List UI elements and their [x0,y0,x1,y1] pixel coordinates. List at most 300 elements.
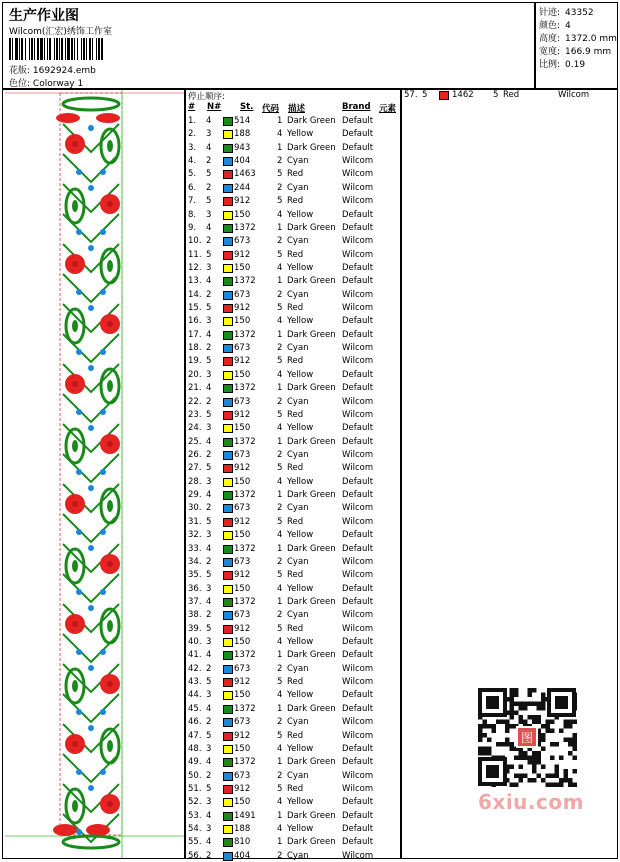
color-code: 4 [277,476,283,487]
needle-number: 3 [206,423,212,434]
color-code: 4 [277,743,283,754]
thread-brand: Wilcom [342,717,374,728]
color-swatch [223,812,233,821]
needle-number: 3 [206,637,212,648]
stitch-count: 150 [234,690,251,701]
color-description: Dark Green [287,383,336,394]
stitch-count: 912 [234,249,251,260]
color-code: 4 [277,369,283,380]
color-code: 1 [277,116,283,126]
color-description: Dark Green [287,276,336,287]
color-swatch [223,772,233,781]
color-description: Cyan [287,396,309,407]
color-swatch [223,571,233,580]
stitch-count: 150 [234,797,251,808]
needle-number: 3 [206,369,212,380]
color-code: 1 [277,222,283,233]
thread-brand: Wilcom [342,784,374,794]
row-number: 34. [188,556,202,567]
stitch-count: 1372 [234,436,256,447]
color-description: Red [287,677,304,688]
color-swatch [223,732,233,741]
color-code: 4 [277,262,283,273]
stitch-count: 1372 [234,490,256,501]
stitch-count: 912 [234,409,251,420]
row-number: 12. [188,262,202,273]
color-swatch [439,91,449,100]
color-description: Cyan [287,850,309,861]
thread-brand: Wilcom [342,249,374,260]
needle-number: 4 [206,837,212,848]
thread-brand: Default [342,824,374,835]
qr-code [472,682,582,792]
stitch-count: 1372 [234,543,256,554]
stat-row [539,18,571,31]
needle-number: 2 [206,717,212,728]
color-code: 2 [277,850,283,861]
color-description: Red [287,570,304,581]
row-number: 49. [188,757,202,768]
color-swatch [223,504,233,513]
needle-number: 3 [206,262,212,273]
thread-brand: Wilcom [342,396,374,407]
color-description: Dark Green [287,116,336,126]
color-swatch [223,251,233,260]
color-code: 2 [277,610,283,621]
row-number: 44. [188,690,202,701]
thread-brand: Default [342,703,374,714]
color-description: Yellow [287,262,314,273]
stitch-count: 912 [234,623,251,634]
column-header: Brand [342,102,371,112]
color-code: 1 [277,757,283,768]
color-code: 2 [277,556,283,567]
needle-number: 2 [206,850,212,861]
thread-brand: Wilcom [342,850,374,861]
thread-brand: Wilcom [342,409,374,420]
color-description: Dark Green [287,142,336,153]
color-swatch [223,438,233,447]
color-code: 5 [277,463,283,474]
color-swatch [223,651,233,660]
color-swatch [223,197,233,206]
needle-number: 5 [206,463,212,474]
thread-brand: Wilcom [342,289,374,300]
stat-label: 高度: [539,34,561,44]
color-description: Red [287,196,304,207]
color-description: Dark Green [287,837,336,848]
color-swatch [223,518,233,527]
thread-brand: Wilcom [342,677,374,688]
color-description: Cyan [287,156,309,167]
row-number: 40. [188,637,202,648]
thread-brand: Wilcom [342,610,374,621]
needle-number: 4 [206,810,212,821]
color-swatch [223,170,233,179]
color-description: Red [287,169,304,180]
stitch-count: 673 [234,770,251,781]
row-number: 28. [188,476,202,487]
color-description: Yellow [287,316,314,327]
color-description: Cyan [287,610,309,621]
stitch-count: 150 [234,637,251,648]
needle-number: 5 [206,623,212,634]
color-description: Yellow [287,637,314,648]
row-number: 39. [188,623,202,634]
thread-brand: Wilcom [342,516,374,527]
needle-number: 3 [206,530,212,541]
thread-brand: Wilcom [342,303,374,314]
stitch-count: 1372 [234,329,256,340]
color-code: 2 [277,663,283,674]
row-number: 19. [188,356,202,367]
thread-brand: Wilcom [342,343,374,354]
stop-sequence-panel [185,89,401,859]
color-code: 1 [277,810,283,821]
needle-number: 5 [206,303,212,314]
stitch-count: 1372 [234,757,256,768]
color-swatch [223,825,233,834]
color-code: 1 [277,276,283,287]
thread-brand: Wilcom [342,182,374,193]
color-description: Red [503,90,520,100]
color-code: 5 [277,677,283,688]
needle-number: 2 [206,289,212,300]
needle-number: 4 [206,276,212,287]
color-description: Cyan [287,770,309,781]
color-swatch [223,304,233,313]
row-number: 55. [188,837,202,848]
color-code: 1 [277,837,283,848]
stitch-count: 1372 [234,222,256,233]
thread-brand: Default [342,209,374,220]
row-number: 3. [188,142,197,153]
color-code: 2 [277,156,283,167]
needle-number: 3 [206,476,212,487]
color-description: Cyan [287,556,309,567]
thread-brand: Default [342,129,374,140]
color-description: Dark Green [287,650,336,661]
color-code: 4 [277,209,283,220]
stitch-count: 404 [234,156,251,167]
row-number: 30. [188,503,202,514]
color-swatch [223,491,233,500]
row-number: 7. [188,196,197,207]
needle-number: 3 [206,129,212,140]
thread-brand: Default [342,436,374,447]
color-description: Red [287,249,304,260]
color-code: 4 [277,690,283,701]
stop-sequence-continued [401,89,618,859]
color-code: 4 [277,797,283,808]
thread-brand: Default [342,329,374,340]
stitch-count: 673 [234,610,251,621]
stat-label: 颜色: [539,21,561,31]
row-number: 20. [188,369,202,380]
color-swatch [223,665,233,674]
needle-number: 5 [206,677,212,688]
row-number: 6. [188,182,197,193]
stitch-count: 912 [234,196,251,207]
thread-brand: Default [342,262,374,273]
needle-number: 2 [206,663,212,674]
stitch-count: 188 [234,824,251,835]
needle-number: 3 [206,583,212,594]
thread-brand: Default [342,583,374,594]
needle-number: 5 [422,90,428,100]
stitch-count: 188 [234,129,251,140]
color-description: Red [287,303,304,314]
stitch-count: 150 [234,316,251,327]
stat-value: 1372.0 mm [565,34,617,44]
color-code: 5 [277,730,283,741]
stitch-count: 810 [234,837,251,848]
thread-brand: Default [342,423,374,434]
needle-number: 5 [206,516,212,527]
color-description: Yellow [287,583,314,594]
row-number: 4. [188,156,197,167]
stitch-count: 1372 [234,703,256,714]
color-swatch [223,224,233,233]
column-header: N# [207,102,222,112]
color-swatch [223,638,233,647]
color-code: 1 [277,436,283,447]
thread-brand: Default [342,810,374,821]
row-number: 41. [188,650,202,661]
row-number: 47. [188,730,202,741]
stitch-count: 673 [234,289,251,300]
color-swatch [223,611,233,620]
thread-brand: Wilcom [342,156,374,167]
thread-brand: Wilcom [342,663,374,674]
row-number: 38. [188,610,202,621]
needle-number: 2 [206,556,212,567]
thread-brand: Default [342,222,374,233]
stitch-count: 514 [234,116,251,126]
stitch-count: 673 [234,663,251,674]
stat-label: 比例: [539,60,561,70]
stitch-count: 912 [234,303,251,314]
row-number: 11. [188,249,202,260]
stats-panel [535,2,618,89]
row-number: 31. [188,516,202,527]
row-number: 56. [188,850,202,861]
stat-row [539,57,585,70]
file-value: 1692924.emb [32,66,96,76]
thread-brand: Wilcom [342,623,374,634]
thread-brand: Default [342,596,374,607]
row-number: 46. [188,717,202,728]
row-number: 9. [188,222,197,233]
stitch-count: 150 [234,209,251,220]
color-code: 4 [277,637,283,648]
stat-value: 4 [565,21,571,31]
color-swatch [223,317,233,326]
row-number: 29. [188,490,202,501]
color-description: Dark Green [287,436,336,447]
color-swatch [223,184,233,193]
color-code: 1 [277,383,283,394]
stitch-count: 150 [234,423,251,434]
color-swatch [223,625,233,634]
row-number: 1. [188,116,197,126]
stitch-count: 150 [234,262,251,273]
thread-brand: Default [342,490,374,501]
row-number: 16. [188,316,202,327]
row-number: 33. [188,543,202,554]
color-code: 1 [277,543,283,554]
row-number: 17. [188,329,202,340]
row-number: 43. [188,677,202,688]
color-code: 5 [277,249,283,260]
row-number: 52. [188,797,202,808]
needle-number: 3 [206,209,212,220]
color-code: 5 [277,409,283,420]
company-name: Wilcom(汇宏)绣饰工作室 [9,27,112,37]
thread-brand: Default [342,837,374,848]
color-swatch [223,758,233,767]
color-code: 5 [277,303,283,314]
row-number: 35. [188,570,202,581]
stitch-count: 673 [234,556,251,567]
color-swatch [223,838,233,847]
color-code: 1 [277,596,283,607]
needle-number: 2 [206,343,212,354]
thread-brand: Default [342,276,374,287]
color-swatch [223,291,233,300]
color-code: 1 [277,650,283,661]
needle-number: 2 [206,236,212,247]
needle-number: 5 [206,730,212,741]
row-number: 26. [188,450,202,460]
color-swatch [223,117,233,126]
color-description: Yellow [287,743,314,754]
needle-number: 5 [206,570,212,581]
file-label: 花版: [9,66,31,76]
stat-row [539,31,617,44]
needle-number: 5 [206,409,212,420]
color-swatch [223,237,233,246]
column-header: # [188,102,196,112]
stitch-count: 673 [234,450,251,460]
color-description: Cyan [287,450,309,460]
stitch-count: 150 [234,743,251,754]
embroidery-design [3,90,184,858]
thread-brand: Wilcom [342,196,374,207]
row-number: 25. [188,436,202,447]
needle-number: 4 [206,329,212,340]
stitch-count: 673 [234,503,251,514]
row-number: 14. [188,289,202,300]
color-swatch [223,598,233,607]
color-description: Yellow [287,476,314,487]
color-description: Yellow [287,423,314,434]
thread-brand: Wilcom [342,770,374,781]
color-description: Dark Green [287,596,336,607]
needle-number: 4 [206,222,212,233]
stitch-count: 673 [234,343,251,354]
color-swatch [223,478,233,487]
column-header: 描述 [288,104,306,114]
stitch-count: 1463 [234,169,256,180]
color-description: Yellow [287,369,314,380]
color-description: Cyan [287,503,309,514]
thread-brand: Wilcom [342,356,374,367]
needle-number: 4 [206,543,212,554]
color-swatch [223,545,233,554]
color-swatch [223,130,233,139]
color-description: Red [287,623,304,634]
color-swatch [223,798,233,807]
stitch-count: 912 [234,463,251,474]
stat-label: 宽度: [539,47,561,57]
color-swatch [223,558,233,567]
color-description: Dark Green [287,703,336,714]
color-description: Red [287,516,304,527]
stitch-count: 912 [234,516,251,527]
color-description: Red [287,730,304,741]
thread-brand: Default [342,690,374,701]
color-swatch [223,785,233,794]
color-swatch [223,678,233,687]
thread-brand: Default [342,369,374,380]
color-swatch [223,357,233,366]
color-swatch [223,331,233,340]
color-code: 2 [277,450,283,460]
thread-brand: Default [342,797,374,808]
stitch-count: 404 [234,850,251,861]
color-swatch [223,264,233,273]
color-code: 4 [277,530,283,541]
color-description: Red [287,784,304,794]
color-code: 1 [277,703,283,714]
needle-number: 2 [206,156,212,167]
color-description: Yellow [287,129,314,140]
thread-brand: Wilcom [558,90,590,100]
row-number: 54. [188,824,202,835]
needle-number: 5 [206,784,212,794]
stitch-count: 150 [234,583,251,594]
column-header: St. [240,102,254,112]
color-code: 2 [277,396,283,407]
thread-brand: Default [342,743,374,754]
stitch-count: 150 [234,530,251,541]
thread-brand: Default [342,383,374,394]
stitch-count: 150 [234,476,251,487]
row-number: 36. [188,583,202,594]
row-number: 53. [188,810,202,821]
row-number: 13. [188,276,202,287]
thread-brand: Wilcom [342,450,374,460]
color-description: Red [287,463,304,474]
thread-brand: Default [342,316,374,327]
stitch-count: 1462 [452,90,474,100]
needle-number: 2 [206,450,212,460]
needle-number: 3 [206,824,212,835]
needle-number: 4 [206,650,212,661]
stitch-count: 1372 [234,596,256,607]
color-code: 5 [277,516,283,527]
color-description: Dark Green [287,810,336,821]
needle-number: 2 [206,770,212,781]
color-code: 2 [277,236,283,247]
color-swatch [223,157,233,166]
row-number: 15. [188,303,202,314]
needle-number: 4 [206,436,212,447]
needle-number: 3 [206,797,212,808]
color-code: 5 [277,356,283,367]
needle-number: 5 [206,196,212,207]
